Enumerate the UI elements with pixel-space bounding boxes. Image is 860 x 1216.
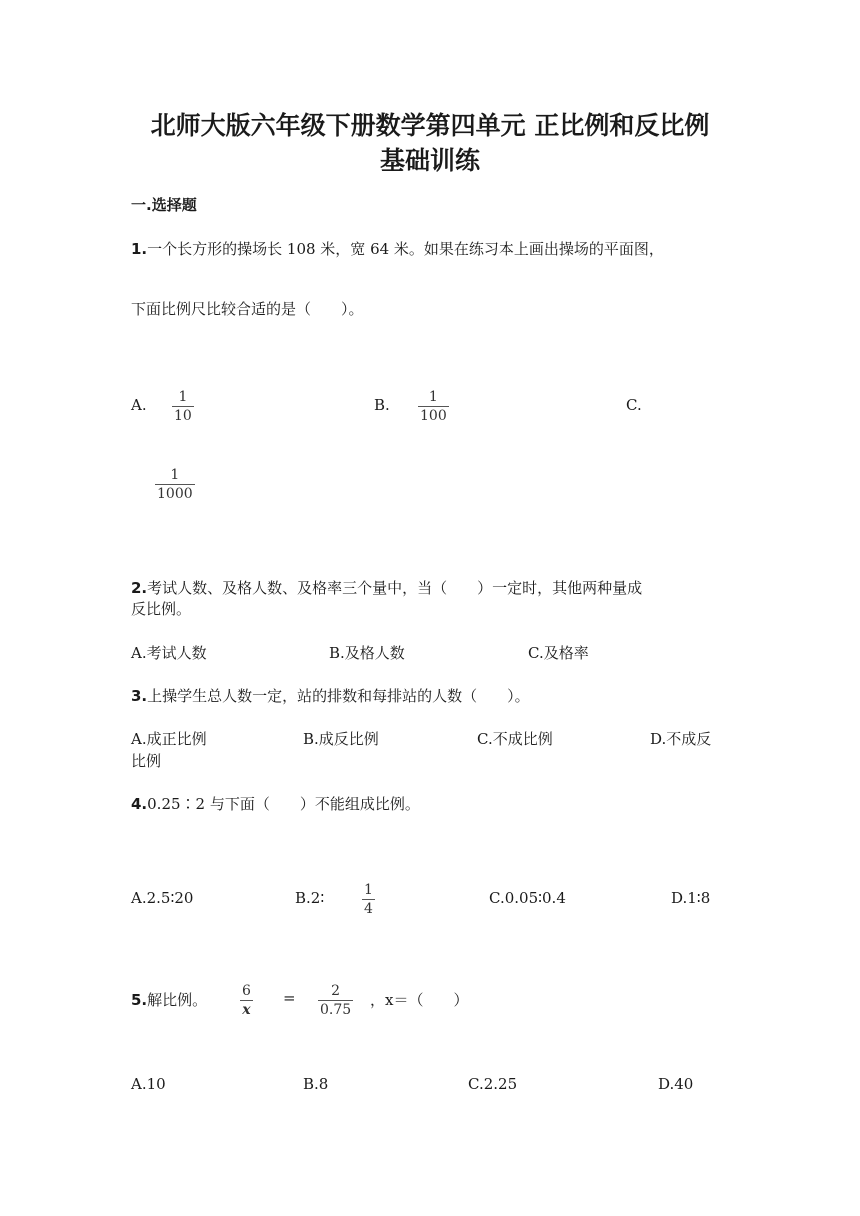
option-4d: D.1∶8	[671, 889, 711, 907]
question-2-line1	[131, 577, 642, 598]
fraction-denominator: 1000	[157, 486, 193, 503]
option-3d-wrap: 比例	[131, 752, 162, 770]
option-1a-label: A.	[131, 396, 147, 414]
fraction-numerator: 1	[364, 882, 373, 898]
fraction-numerator: 6	[242, 983, 251, 999]
fraction-denominator: x	[242, 1002, 251, 1019]
question-number: 5.	[131, 991, 148, 1009]
fraction-numerator: 1	[428, 389, 438, 405]
question-number: 1.	[131, 240, 148, 258]
equals-sign: =	[283, 989, 296, 1007]
question-number: 4.	[131, 795, 148, 813]
question-5-line1	[131, 989, 207, 1010]
fraction-bar	[418, 406, 449, 407]
fraction-numerator: 2	[331, 983, 341, 999]
fraction-denominator: 10	[174, 408, 192, 425]
option-1c-fraction	[155, 467, 195, 502]
option-4a: A.2.5∶20	[131, 889, 194, 907]
option-4c: C.0.05∶0.4	[489, 889, 566, 907]
option-5c: C.2.25	[468, 1075, 518, 1093]
option-2a: A.考试人数	[131, 644, 207, 662]
fraction-denominator: 100	[420, 408, 447, 425]
fraction-bar	[155, 484, 195, 485]
option-1c-label: C.	[626, 396, 642, 414]
question-text: 一个长方形的操场长 108 米，宽 64 米。如果在练习本上画出操场的平面图，	[147, 240, 664, 258]
option-2c: C.及格率	[528, 644, 589, 662]
question-text: 解比例。	[147, 991, 208, 1009]
option-5a: A.10	[131, 1075, 166, 1093]
question-4-line1	[131, 793, 420, 814]
option-1b-fraction	[418, 389, 449, 424]
fraction-bar	[318, 1000, 353, 1001]
option-3a: A.成正比例	[131, 730, 207, 748]
option-3b: B.成反比例	[303, 730, 379, 748]
fraction-bar	[172, 406, 194, 407]
fraction-denominator: 4	[364, 901, 373, 918]
document-title-line2: 基础训练	[379, 146, 480, 175]
fraction-bar	[240, 1000, 253, 1001]
option-2b: B.及格人数	[329, 644, 405, 662]
question-2-line2: 反比例。	[131, 600, 192, 618]
option-3d: D.不成反	[650, 730, 712, 748]
fraction-denominator: 0.75	[320, 1002, 352, 1019]
option-1a-fraction	[172, 389, 194, 424]
option-3c: C.不成比例	[477, 730, 553, 748]
option-4b-fraction	[362, 882, 375, 917]
question-5-tail: ，x＝（ ）	[370, 991, 469, 1009]
question-1-line1	[131, 238, 664, 259]
question-number: 2.	[131, 579, 148, 597]
fraction-bar	[362, 899, 375, 900]
question-text: 0.25∶2 与下面（ ）不能组成比例。	[147, 795, 420, 813]
fraction-numerator: 1	[170, 467, 180, 483]
question-5-right-fraction	[318, 983, 353, 1018]
fraction-numerator: 1	[178, 389, 188, 405]
option-1b-label: B.	[374, 396, 390, 414]
option-4b: B.2∶	[295, 889, 325, 907]
document-title-line1: 北师大版六年级下册数学第四单元 正比例和反比例	[150, 111, 710, 140]
option-5b: B.8	[303, 1075, 329, 1093]
section-heading: 一.选择题	[131, 196, 197, 214]
question-1-line2: 下面比例尺比较合适的是（ ）。	[131, 300, 364, 318]
question-text: 上操学生总人数一定，站的排数和每排站的人数（ ）。	[147, 687, 530, 705]
option-5d: D.40	[658, 1075, 694, 1093]
question-3-line1	[131, 685, 530, 706]
question-number: 3.	[131, 687, 148, 705]
question-text: 考试人数、及格人数、及格率三个量中，当（ ）一定时，其他两种量成	[147, 579, 643, 597]
question-5-left-fraction	[240, 983, 253, 1018]
